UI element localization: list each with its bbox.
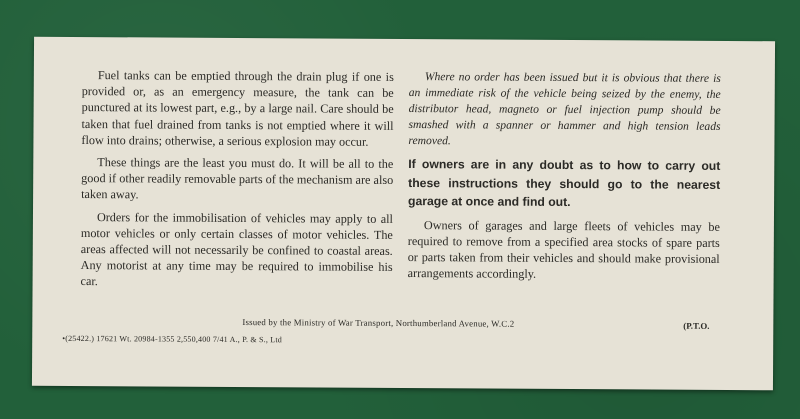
- risk-of-seizure-paragraph: Where no order has been issued but it is obvious that there is an immediate risk of the vehicle being seized by the enemy, the distributor head, magneto or fuel injection pump should be smashed with a spanner or hammer and high tension leads removed.: [408, 70, 721, 148]
- printed-leaflet: [32, 37, 775, 391]
- fuel-tanks-paragraph: Fuel tanks can be emptied through the drain plug if one is provided or, as an emergency measure, the tank can be punctured at its lowest part, e.g., by a large nail. Care should be taken that fuel drained from tanks is not emptied where it will flow into drains; otherwise, a serious explosion may occur.: [81, 68, 394, 149]
- least-you-must-do-paragraph: These things are the least you must do. It will be all to the good if other readily removable parts of the mechanism are also taken away.: [81, 155, 394, 202]
- left-column: [80, 67, 393, 298]
- doubt-instructions-paragraph: If owners are in any doubt as to how to carry out these instructions they should go to the nearest garage at once and find out.: [408, 157, 721, 210]
- garage-owners-paragraph: Owners of garages and large fleets of vehicles may be required to remove from a specified area stocks of spare parts or parts taken from their vehicles and should make provisional arrangements accordingly.: [407, 217, 720, 281]
- immobilisation-orders-paragraph: Orders for the immobilisation of vehicles may apply to all motor vehicles or only certain classes of motor vehicles. The areas affected will not necessarily be confined to coastal areas. Any motorist at any time may be required to immobilise his car.: [80, 209, 394, 289]
- pto-mark: (P.T.O.: [683, 320, 710, 331]
- print-code: •(25422.) 17621 Wt. 20984-1355 2,550,400 7/41 A., P. & S., Ltd: [62, 333, 282, 345]
- issued-by-line: Issued by the Ministry of War Transport, Northumberland Avenue, W.C.2: [242, 317, 515, 329]
- right-column: [408, 69, 721, 289]
